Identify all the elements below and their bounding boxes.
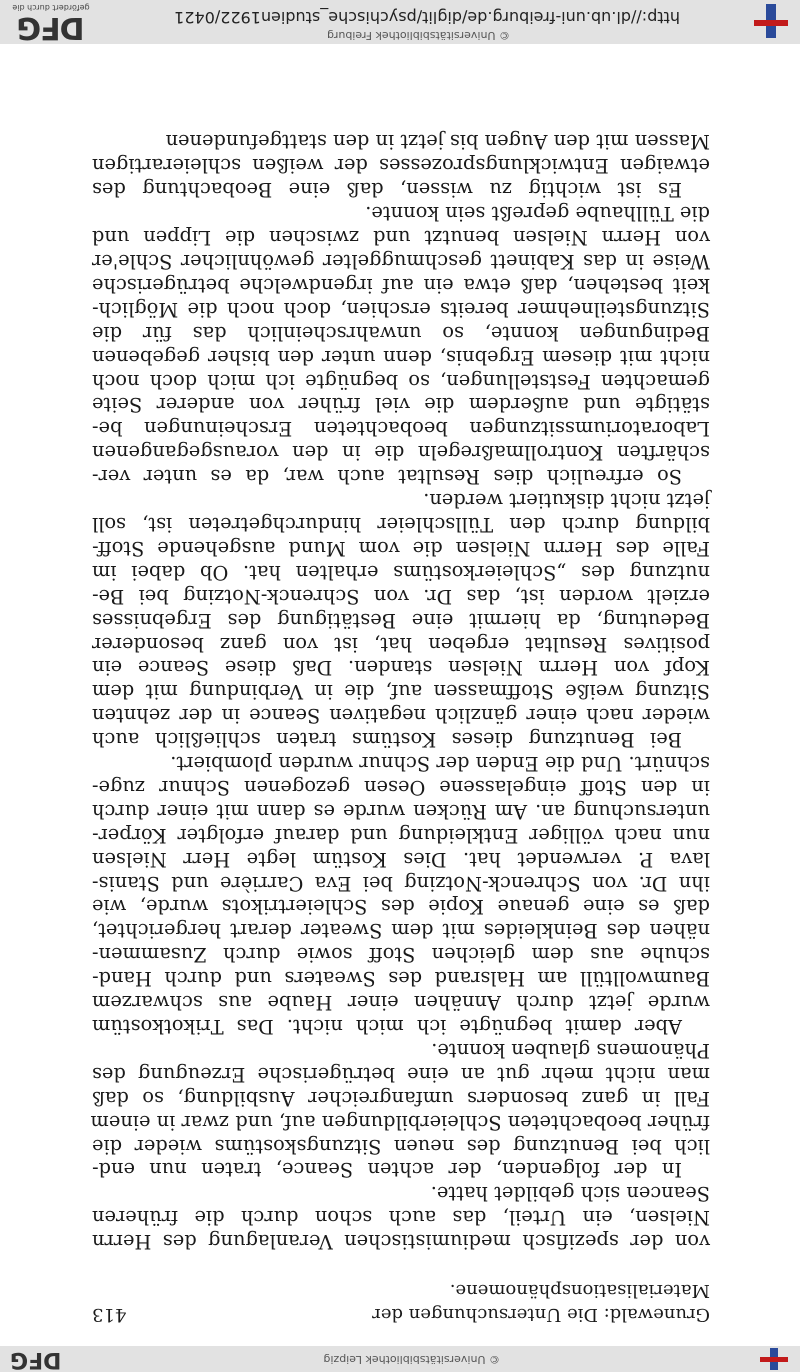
text-line: Aber damit begnügte ich mich nicht. Das Trikotkostüm [92, 1015, 682, 1039]
text-line: man nicht mehr gut an eine betrügerische Erzeugung des [92, 1062, 710, 1086]
text-line: Bei Benutzung dieses Kostüms traten schließlich auch [92, 728, 682, 752]
ub-freiburg-logo-icon [754, 4, 788, 38]
header-title: Grunewald: Die Untersuchungen der Materialisationsphänomene. [372, 1280, 710, 1325]
text-line: ihn Dr. von Schrenck-Notzing bei Eva Carrière und Stanis- [92, 871, 710, 895]
text-line: Sitzung weiße Stoffmassen auf, die in Verbindung mit dem [92, 680, 710, 704]
text-line: Kopf von Herrn Nielsen standen. Daß diese Seance ein [92, 656, 710, 680]
text-line: Phänomens glauben konnte. [431, 1038, 710, 1062]
text-line: Bedingungen konnte, so unwahrscheinlich das für die [92, 321, 710, 345]
text-line: In der folgenden, der achten Seance, traten nun end- [92, 1158, 682, 1182]
text-line: lich bei Benutzung des neuen Sitzungskostüms wieder die [92, 1134, 710, 1158]
text-line: nun nach völliger Entkleidung und darauf erfolgter Körper- [92, 823, 710, 847]
text-line: etwaigen Entwicklungsprozesses der weißen schleierartigen [92, 154, 710, 178]
text-line: Sitzungsteilnehmer bereits erschien, doch noch die Möglich- [92, 297, 710, 321]
page-number: 413 [92, 1304, 127, 1325]
text-line: Fall in ganz besonders umfangreicher Ausbildung, so daß [92, 1086, 710, 1110]
viewer-footer-bar [0, 1346, 800, 1372]
text-line: Bedeutung, da hiermit eine Bestätigung des Ergebnisses [92, 608, 710, 632]
text-line: Weise in das Kabinett geschmuggelter gewöhnlicher Schle'er [92, 250, 710, 274]
text-line: Seancen sich gebildet hatte. [430, 1182, 710, 1206]
text-line: Laboratoriumssitzungen beobachteten Erscheinungen be- [92, 417, 710, 441]
text-line: Falle des Herrn Nielsen die vom Mund ausgehende Stoff- [92, 536, 710, 560]
text-line: daß es eine genaue Kopie des Schleiertrikots wurde, wie [92, 895, 710, 919]
text-line: Massen mit den Augen bis jetzt in den stattgefundenen [165, 130, 710, 154]
text-line: schuhe aus dem gleichen Stoff sowie durch Zusammen- [92, 943, 710, 967]
running-header [92, 1278, 710, 1326]
text-line: lava P. verwendet hat. Dies Kostüm legte Herr Nielsen [92, 847, 710, 871]
text-line: Baumwolltüll am Halsrand des Sweaters und durch Hand- [92, 967, 710, 991]
text-line: stätigte und außerdem die viel früher von anderer Seite [92, 393, 710, 417]
credit-text: © Universitätsbibliothek Freiburg [327, 29, 510, 42]
text-line: keit bestehen, daß etwa ein auf irgendwelche betrügerische [92, 273, 710, 297]
text-line: die Tüllhaube gepreßt sein konnte. [365, 202, 710, 226]
text-line: nutzung des „Schleierkostüms erhalten hat. Ob dabei im [92, 560, 710, 584]
dfg-logo-icon: DFG gefördert durch die [12, 3, 90, 45]
text-line: jetzt nicht diskutiert werden. [423, 489, 710, 513]
text-line: bildung durch den Tüllschleier hindurchgetreten ist, soll [92, 513, 710, 536]
text-line: Nielsen, ein Urteil, das auch schon durch die früheren [92, 1206, 710, 1230]
text-line: von Herrn Nielsen benutzt und zwischen die Lippen und [92, 226, 710, 250]
viewer-header-bar [0, 0, 800, 44]
text-line: in den Stoff eingelassene Oesen gezogenen Schnur zuge- [92, 775, 710, 799]
text-line: wieder nach einer gänzlich negativen Seance in der zehnten [92, 704, 710, 728]
text-body [92, 130, 710, 1254]
text-line: Es ist wichtig zu wissen, daß eine Beobachtung des [92, 178, 682, 202]
text-line: schärften Kontrollmaßregeln die in den vorausgegangenen [92, 441, 710, 465]
credit-text: © Universitätsbibliothek Leipzig [323, 1353, 500, 1366]
text-line: erzielt worden ist, das Dr. von Schrenck-Notzing bei Be- [92, 584, 710, 608]
text-line: schnürt. Und die Enden der Schnur wurden plombiert. [170, 752, 710, 776]
text-line: nicht mit diesem Ergebnis, denn unter den bisher gegebenen [92, 345, 710, 369]
dfg-logo-icon: DFG [10, 1347, 62, 1372]
text-line: gemachten Feststellungen, so begnügte ich mich doch noch [92, 369, 710, 393]
text-line: früher beobachteten Schleierbildungen auf, und zwar in einem [90, 1110, 710, 1134]
text-line: wurde jetzt durch Annähen einer Haube aus schwarzem [92, 991, 710, 1015]
page-text [92, 130, 710, 1326]
text-line: nähen des Beinkleides mit dem Sweater derart hergerichtet, [92, 919, 710, 943]
ub-logo-icon [760, 1348, 788, 1370]
text-line: So erfreulich dies Resultat auch war, da es unter ver- [92, 465, 682, 489]
source-url[interactable]: http://dl.ub.uni-freiburg.de/diglit/psychische_studien1922/0421 [174, 8, 680, 27]
text-line: untersuchung an. Am Rücken wurde es dann mit einer durch [92, 799, 710, 823]
text-line: von der spezifisch mediumistischen Veranlagung des Herrn [92, 1230, 710, 1254]
text-line: positives Resultat ergeben hat, ist von ganz besonderer [92, 632, 710, 656]
